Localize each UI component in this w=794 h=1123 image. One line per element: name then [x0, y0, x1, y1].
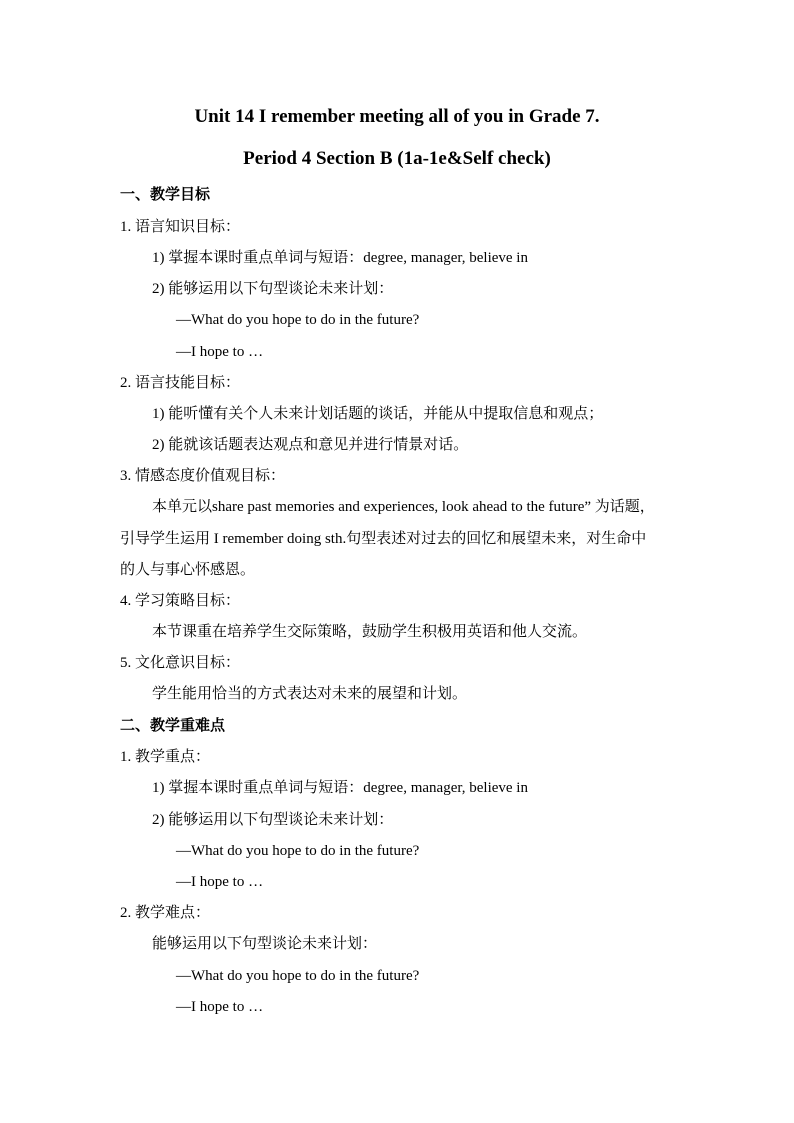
- paragraph-learning-strategy: 本节课重在培养学生交际策略，鼓励学生积极用英语和他人交流。: [152, 624, 588, 640]
- section-heading-key-points: 二、教学重难点: [120, 718, 226, 734]
- dialogue-question: —What do you hope to do in the future?: [176, 968, 420, 984]
- subitem-vocabulary: 1) 掌握本课时重点单词与短语：degree, manager, believe in: [152, 780, 528, 796]
- subitem-sentence-patterns: 2) 能够运用以下句型谈论未来计划：: [152, 812, 394, 828]
- item-teaching-difficulty: 2. 教学难点：: [120, 905, 211, 921]
- item-emotional-attitude: 3. 情感态度价值观目标：: [120, 468, 286, 484]
- item-language-skills: 2. 语言技能目标：: [120, 375, 241, 391]
- item-teaching-focus: 1. 教学重点：: [120, 749, 211, 765]
- paragraph-line-1: 本单元以share past memories and experiences, look ahead to the future” 为话题，: [152, 499, 655, 515]
- subitem-sentence-patterns: 2) 能够运用以下句型谈论未来计划：: [152, 281, 394, 297]
- dialogue-question: —What do you hope to do in the future?: [176, 312, 420, 328]
- subitem-speaking: 2) 能就该话题表达观点和意见并进行情景对话。: [152, 437, 469, 453]
- paragraph-cultural-awareness: 学生能用恰当的方式表达对未来的展望和计划。: [152, 686, 468, 702]
- paragraph-difficulty: 能够运用以下句型谈论未来计划：: [152, 936, 378, 952]
- document-subtitle: Period 4 Section B (1a-1e&Self check): [243, 148, 551, 169]
- dialogue-question: —What do you hope to do in the future?: [176, 843, 420, 859]
- item-language-knowledge: 1. 语言知识目标：: [120, 219, 241, 235]
- item-cultural-awareness: 5. 文化意识目标：: [120, 655, 241, 671]
- subitem-listening: 1) 能听懂有关个人未来计划话题的谈话，并能从中提取信息和观点；: [152, 406, 604, 422]
- paragraph-line-2: 引导学生运用 I remember doing sth.句型表述对过去的回忆和展望未来，对生命中: [120, 531, 647, 547]
- subitem-vocabulary: 1) 掌握本课时重点单词与短语：degree, manager, believe in: [152, 250, 528, 266]
- dialogue-answer: —I hope to …: [176, 344, 264, 360]
- document-title: Unit 14 I remember meeting all of you in Grade 7.: [194, 106, 600, 127]
- item-learning-strategy: 4. 学习策略目标：: [120, 593, 241, 609]
- section-heading-objectives: 一、教学目标: [120, 187, 211, 203]
- dialogue-answer: —I hope to …: [176, 999, 264, 1015]
- paragraph-line-3: 的人与事心怀感恩。: [120, 562, 256, 578]
- dialogue-answer: —I hope to …: [176, 874, 264, 890]
